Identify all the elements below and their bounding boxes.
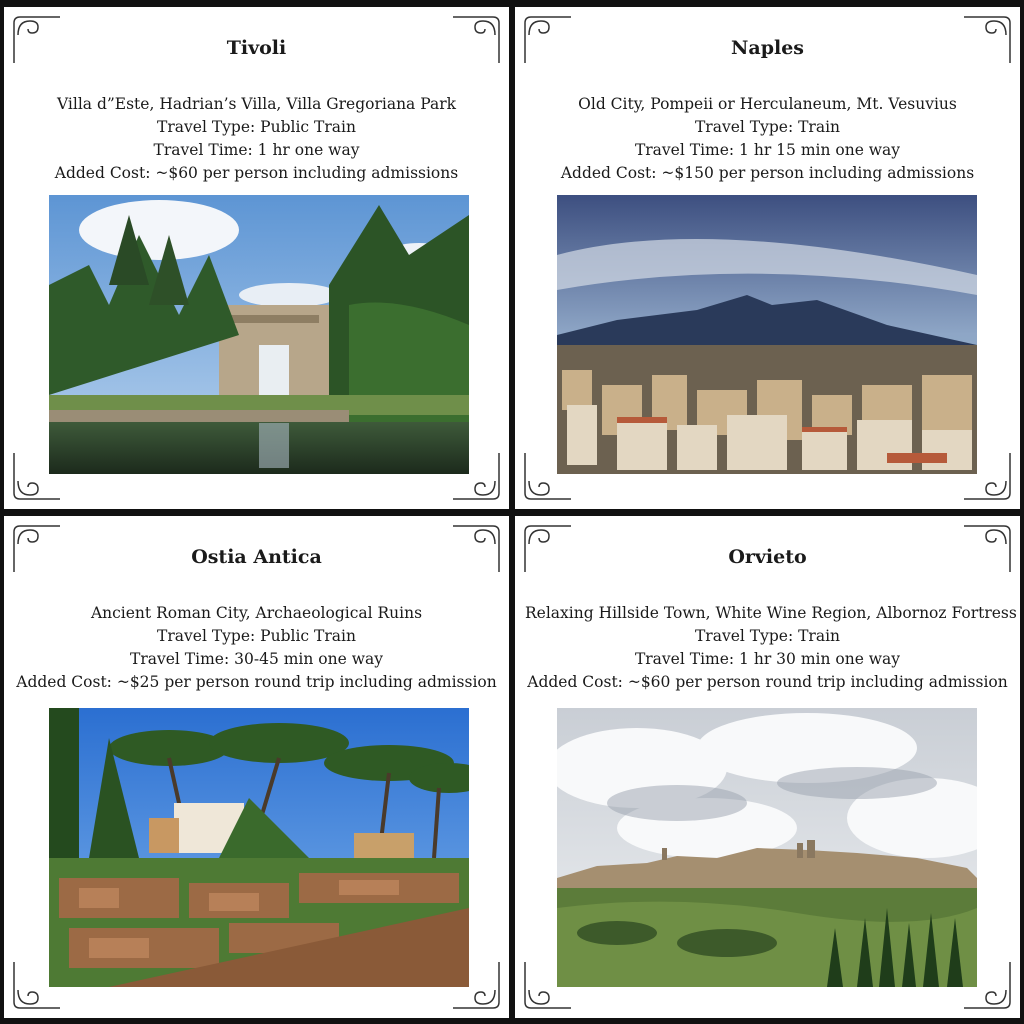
hillside-town-photo — [557, 708, 977, 987]
city-volcano-photo — [557, 195, 977, 474]
card-highlights: Villa d”Este, Hadrian’s Villa, Villa Gregoriana Park — [56, 95, 456, 113]
garden-fountain-photo — [49, 195, 469, 474]
card-travel-type: Travel Type: Train — [694, 627, 841, 645]
card-travel-time: Travel Time: 1 hr 15 min one way — [634, 141, 901, 159]
destination-card-tivoli — [4, 7, 509, 509]
card-travel-time: Travel Time: 1 hr 30 min one way — [634, 650, 901, 668]
card-travel-time: Travel Time: 30-45 min one way — [130, 650, 383, 668]
card-highlights: Ancient Roman City, Archaeological Ruins — [90, 604, 423, 622]
card-added-cost: Added Cost: ~$60 per person round trip including admission — [527, 673, 1008, 691]
card-travel-type: Travel Type: Public Train — [157, 627, 356, 645]
card-title: Naples — [731, 37, 804, 59]
card-added-cost: Added Cost: ~$60 per person including admissions — [54, 164, 459, 182]
card-title: Tivoli — [226, 37, 287, 59]
card-title: Orvieto — [728, 546, 807, 568]
card-added-cost: Added Cost: ~$25 per person round trip including admission — [16, 673, 497, 691]
card-info — [14, 602, 499, 694]
card-title: Ostia Antica — [191, 546, 322, 568]
card-info — [14, 93, 499, 185]
destination-card-naples — [515, 7, 1020, 509]
card-info — [525, 602, 1017, 694]
card-added-cost: Added Cost: ~$150 per person including admissions — [560, 164, 975, 182]
destination-card-ostia-antica — [4, 516, 509, 1018]
card-travel-time: Travel Time: 1 hr one way — [153, 141, 360, 159]
card-info — [525, 93, 1010, 185]
card-travel-type: Travel Type: Train — [694, 118, 841, 136]
roman-ruins-photo — [49, 708, 469, 987]
card-travel-type: Travel Type: Public Train — [157, 118, 356, 136]
card-highlights: Relaxing Hillside Town, White Wine Region, Albornoz Fortress — [525, 604, 1017, 622]
destination-card-orvieto — [515, 516, 1020, 1018]
card-highlights: Old City, Pompeii or Herculaneum, Mt. Vesuvius — [578, 95, 957, 113]
